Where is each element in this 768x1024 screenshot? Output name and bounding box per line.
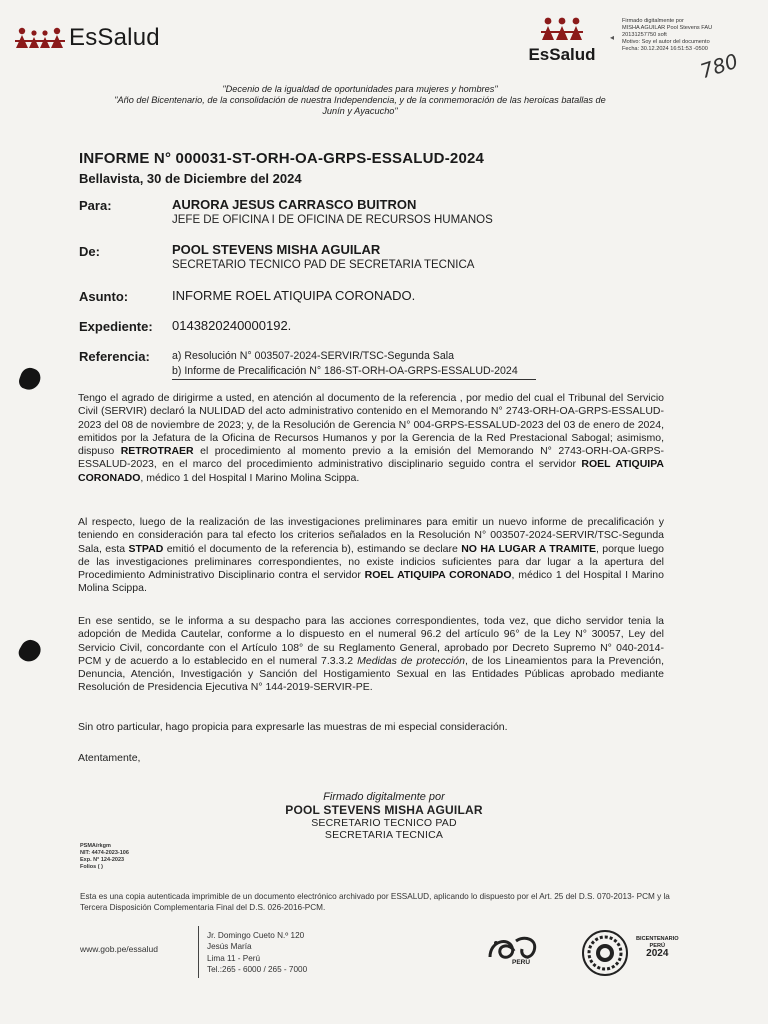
footer-address (207, 930, 307, 976)
digital-signature-block (622, 18, 712, 53)
logo-left-text: EsSalud (69, 24, 160, 51)
paragraph-4: Sin otro particular, hago propicia para expresarle las muestras de mi especial consideración. (78, 721, 508, 733)
punch-hole (16, 636, 44, 665)
de-label: De: (79, 244, 100, 259)
bicentenario-text (636, 936, 679, 957)
signature-line: Motivo: Soy el autor del documento (622, 39, 710, 45)
family-icon (539, 16, 585, 42)
peru-brand-text: PERÚ (512, 959, 531, 966)
expediente-label: Expediente: (79, 319, 153, 334)
closing: Atentamente, (78, 752, 141, 764)
address-line: Jesús María (207, 942, 252, 952)
family-icon (14, 26, 66, 50)
signature-mark-icon: ◂ (610, 33, 615, 42)
signed-by: Firmado digitalmente por (323, 791, 445, 803)
essalud-logo-left (14, 24, 160, 52)
bicent-year: 2024 (646, 948, 669, 959)
de-name: POOL STEVENS MISHA AGUILAR (172, 242, 381, 257)
footer-divider (198, 926, 199, 978)
para-name: AURORA JESUS CARRASCO BUITRON (172, 197, 417, 212)
copy-note: Esta es una copia autenticada imprimible de un documento electrónico archivado por ESSALUD, aplicando lo dispuesto por el Art. 25 del D.S. 070-2013- PCM y la Tercera Disposición Complementaria Final del D.S. 026-2016-PCM. (80, 892, 670, 912)
de-role: SECRETARIO TECNICO PAD DE SECRETARIA TECNICA (172, 259, 475, 271)
motto-line-3: Junín y Ayacucho" (322, 106, 398, 117)
para-role: JEFE DE OFICINA I DE OFICINA DE RECURSOS HUMANOS (172, 214, 493, 226)
bicent-line-1: BICENTENARIO (636, 936, 679, 942)
meta-line: PSMA/rkgm (80, 843, 111, 849)
address-line: Lima 11 - Perú (207, 953, 261, 963)
signature-line: MISHA AGUILAR Pool Stevens FAU (622, 25, 713, 31)
paragraph-2: Al respecto, luego de la realización de las investigaciones preliminares para emitir un nuevo informe de precalificación y teniendo en consideración para tal efecto los criterios señalados en la Resolución N° 003507-2024-SERVIR/TSC-Segunda Sala, esta STPAD emitió el documento de la referencia b), estimando se declare NO HA LUGAR A TRAMITE, porque luego de las investigaciones preliminares correspondientes, no existe indicios suficientes para dar lugar a la apertura del Procedimiento Administrativo Disciplinario contra el servidor ROEL ATIQUIPA CORONADO, médico 1 del Hospital I Marino Molina Scippa. (78, 516, 664, 595)
referencia-a: a) Resolución N° 003507-2024-SERVIR/TSC-Segunda Sala (172, 350, 454, 362)
document-title: INFORME N° 000031-ST-ORH-OA-GRPS-ESSALUD-2024 (79, 150, 485, 167)
referencia-b: b) Informe de Precalificación N° 186-ST-ORH-OA-GRPS-ESSALUD-2024 (172, 365, 518, 377)
peru-brand-logo (484, 931, 544, 976)
mottos (40, 84, 680, 118)
paragraph-3: En ese sentido, se le informa a su despacho para las acciones correspondientes, toda vez, que dicho servidor tenia la adopción de Medida Cautelar, conforme a lo dispuesto en el numeral 96.2 del artículo 96° de la Ley N° 30057, Ley del Servicio Civil, concordante con el Artículo 108° de su Reglamento General, aprobado por Decreto Supremo N° 040-2014-PCM y de acuerdo a lo establecido en el numeral 7.3.3.2 Medidas de protección, de los Lineamientos para la Prevención, Denuncia, Atención, Investigación y Sanción del Hostigamiento Sexual en las Entidades Públicas aprobado mediante Resolución de Presidencia Ejecutiva N° 144-2019-SERVIR-PE. (78, 615, 664, 694)
footer-url[interactable]: www.gob.pe/essalud (80, 944, 158, 954)
meta-line: NIT: 4474-2023-106 (80, 850, 129, 856)
referencia-label: Referencia: (79, 349, 150, 364)
punch-hole (17, 365, 43, 393)
motto-line-2: "Año del Bicentenario, de la consolidación de nuestra Independencia, y de la conmemoración de las heroicas batallas de (114, 95, 606, 106)
handwritten-number: 780 (697, 48, 741, 84)
essalud-logo-right (522, 16, 602, 65)
motto-line-1: "Decenio de la igualdad de oportunidades para mujeres y hombres" (222, 84, 498, 94)
signer-role-1: SECRETARIO TECNICO PAD (311, 817, 457, 829)
signature-line: Fecha: 30.12.2024 16:51:53 -0500 (622, 46, 708, 52)
signature-line: 20131257750 soft (622, 32, 667, 38)
document-meta (80, 843, 129, 871)
address-line: Tel.:265 - 6000 / 265 - 7000 (207, 965, 308, 975)
signer-name: POOL STEVENS MISHA AGUILAR (285, 803, 483, 817)
referencia-underline (172, 379, 536, 380)
signature-block (0, 791, 768, 841)
address-line: Jr. Domingo Cueto N.º 120 (207, 931, 305, 940)
bicent-line-2: PERÚ (649, 943, 666, 949)
meta-line: Folios ( ) (80, 864, 103, 870)
logo-right-text: EsSalud (528, 45, 596, 64)
signature-line: Firmado digitalmente por (622, 18, 684, 24)
paragraph-1: Tengo el agrado de dirigirme a usted, en atención al documento de la referencia , por medio del cual el Tribunal del Servicio Civil (SERVIR) declaró la NULIDAD del acto administrativo contenido en el Memorando N° 2743-ORH-OA-GRPS-ESSALUD-2023 del 08 de noviembre de 2023; y, de la Resolución de Gerencia N° 004-GRPS-ESSALUD-2023 del 03 de enero de 2024, emitidos por la Jefatura de la Oficina de Recursos Humanos y por la Gerencia de la Red Prestacional Sabogal; asimismo, dispuso RETROTRAER el procedimiento al momento previo a la emisión del Memorando N° 2743-ORH-OA-GRPS-ESSALUD-2023, en el marco del procedimiento administrativo disciplinario seguido contra el servidor ROEL ATIQUIPA CORONADO, médico 1 del Hospital I Marino Molina Scippa. (78, 392, 664, 484)
meta-line: Exp. N° 124-2023 (80, 857, 125, 863)
para-label: Para: (79, 198, 112, 213)
asunto-label: Asunto: (79, 289, 129, 304)
signer-role-2: SECRETARIA TECNICA (324, 829, 444, 841)
expediente-value: 0143820240000192. (172, 318, 292, 333)
asunto-value: INFORME ROEL ATIQUIPA CORONADO. (172, 288, 416, 303)
date-line: Bellavista, 30 de Diciembre del 2024 (79, 171, 302, 186)
